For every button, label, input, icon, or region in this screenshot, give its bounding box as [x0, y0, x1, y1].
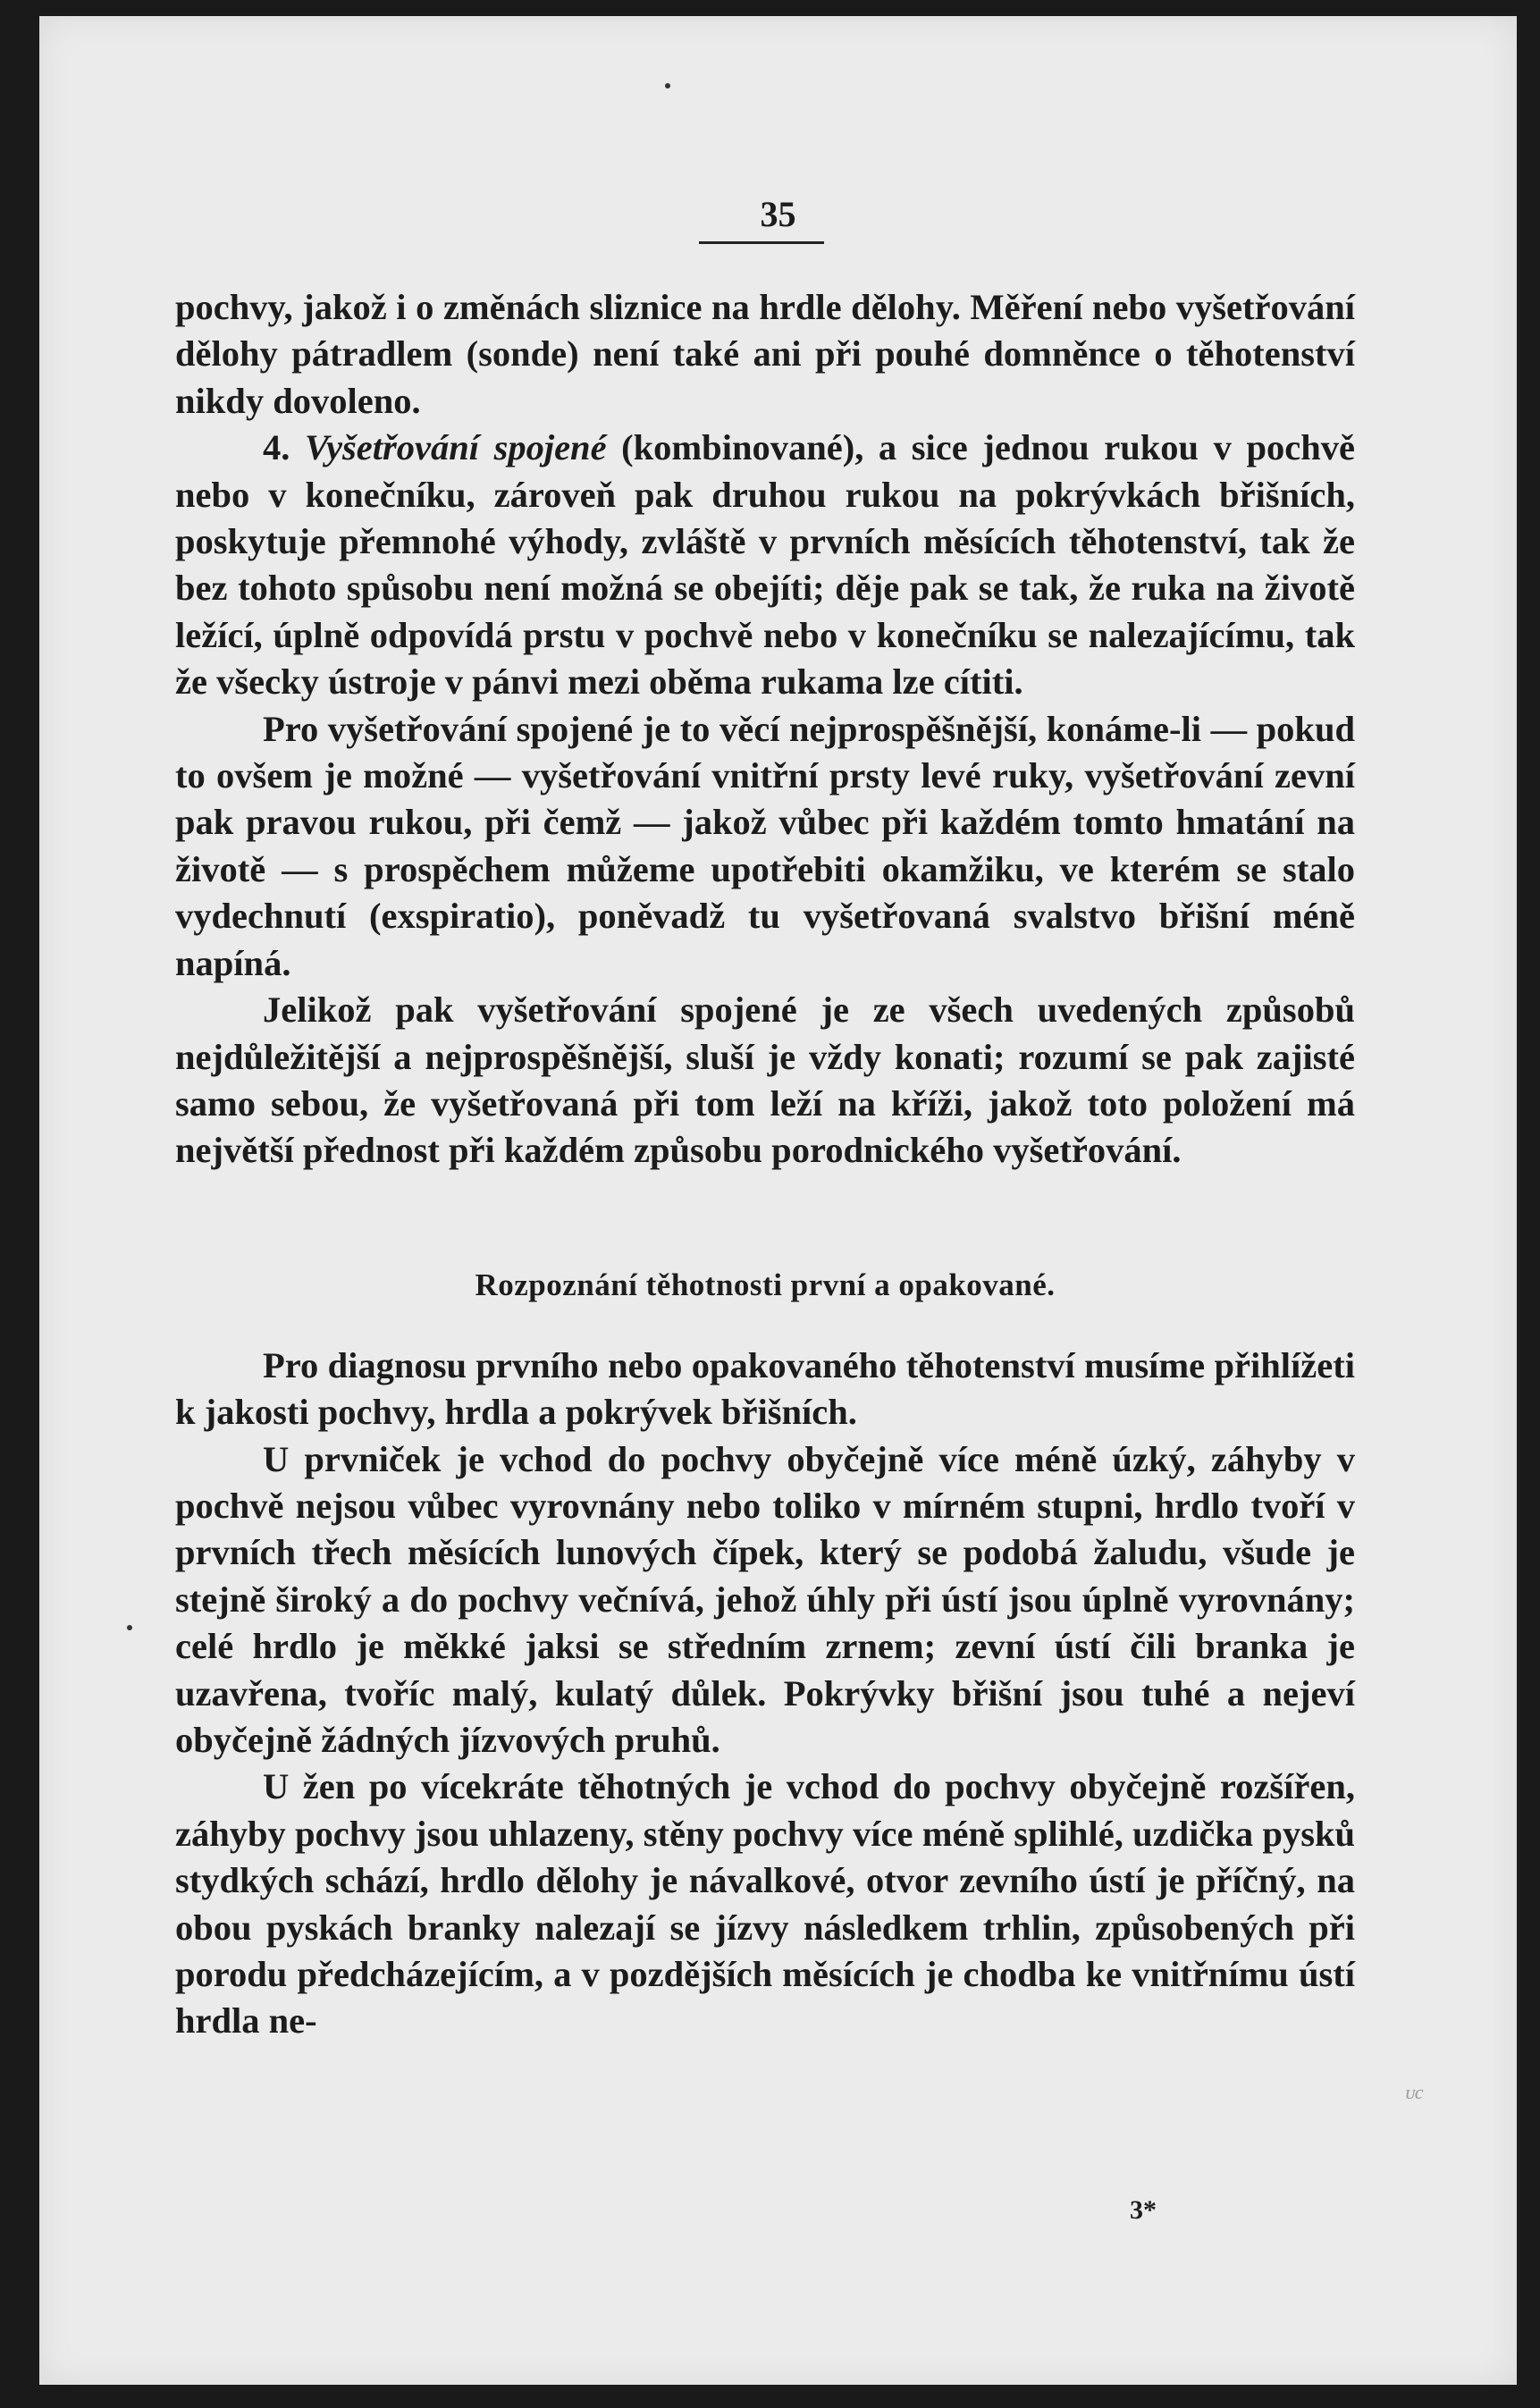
paragraph-3: Pro vyšetřování spojené je to věcí nejprospěšnější, konáme-li — pokud to ovšem je možné — vyšetřování vnitřní prsty levé ruky, vyšetřování zevní pak pravou rukou, při čemž — jakož vůbec při každém tomto hmatání na životě — s prospěchem můžeme upotřebiti okamžiku, ve kterém se stalo vydechnutí (exspiratio), poněvadž tu vyšetřovaná svalstvo břišní méně napíná.: [175, 708, 1355, 983]
item-text: (kombinované), a sice jednou rukou v pochvě nebo v konečníku, zároveň pak druhou rukou na pokrývkách břišních, poskytuje přemnohé výhody, zvláště v prvních měsících těhotenství, tak že bez tohoto spůsobu není možná se obejíti; děje pak se tak, že ruka na životě ležící, úplně odpovídá prstu v pochvě nebo v konečníku se nalezajícímu, tak že všecky ústroje v pánvi mezi oběma rukama lze cítiti.: [175, 427, 1355, 703]
paragraph-1: pochvy, jakož i o změnách sliznice na hrdle dělohy. Měření nebo vyšetřování dělohy pátradlem (sonde) není také ani při pouhé domněnce o těhotenství nikdy dovoleno.: [175, 287, 1355, 421]
margin-note: ᴜc: [1405, 2081, 1424, 2103]
item-number: 4.: [263, 427, 290, 468]
scan-speck: [665, 83, 670, 88]
paragraph-6: U prvniček je vchod do pochvy obyčejně více méně úzký, záhyby v pochvě nejsou vůbec vyrovnány nebo toliko v mírném stupni, hrdlo tvoří v prvních třech měsících lunových čípek, který se podobá žaludu, všude je stejně široký a do pochvy večnívá, jehož úhly při ústí jsou úplně vyrovnány; celé hrdlo je měkké jaksi se středním zrnem; zevní ústí čili branka je uzavřena, tvoříc malý, kulatý důlek. Pokrývky břišní jsou tuhé a nejeví obyčejně žádných jízvových pruhů.: [175, 1438, 1355, 1760]
document-page: [39, 16, 1517, 2385]
scan-speck: [127, 1625, 132, 1630]
section-heading: Rozpoznání těhotnosti první a opakované.: [475, 1267, 1056, 1302]
paragraph-7: U žen po vícekráte těhotných je vchod do pochvy obyčejně rozšířen, záhyby pochvy jsou uhlazeny, stěny pochvy více méně splihlé, uzdička pysků stydkých schází, hrdlo dělohy je návalkové, otvor zevního ústí je příčný, na obou pyskách branky nalezají se jízvy následkem trhlin, způsobených při porodu předcházejícím, a v pozdějších měsících je chodba ke vnitřnímu ústí hrdla ne-: [175, 1766, 1355, 2042]
paragraph-2: [175, 425, 1355, 705]
page-number-underline: [699, 241, 824, 244]
signature-mark: 3*: [1130, 2195, 1157, 2225]
body-text: [175, 284, 1355, 2045]
item-title: Vyšetřování spojené: [304, 427, 607, 468]
page-number: 35: [760, 194, 796, 234]
paragraph-5: Pro diagnosu prvního nebo opakovaného těhotenství musíme přihlížeti k jakosti pochvy, hrdla a pokrývek břišních.: [175, 1344, 1355, 1433]
paragraph-4: Jelikož pak vyšetřování spojené je ze všech uvedených způsobů nejdůležitější a nejprospěšnější, sluší je vždy konati; rozumí se pak zajisté samo sebou, že vyšetřovaná při tom leží na kříži, jakož toto položení má největší přednost při každém způsobu porodnického vyšetřování.: [175, 989, 1355, 1171]
